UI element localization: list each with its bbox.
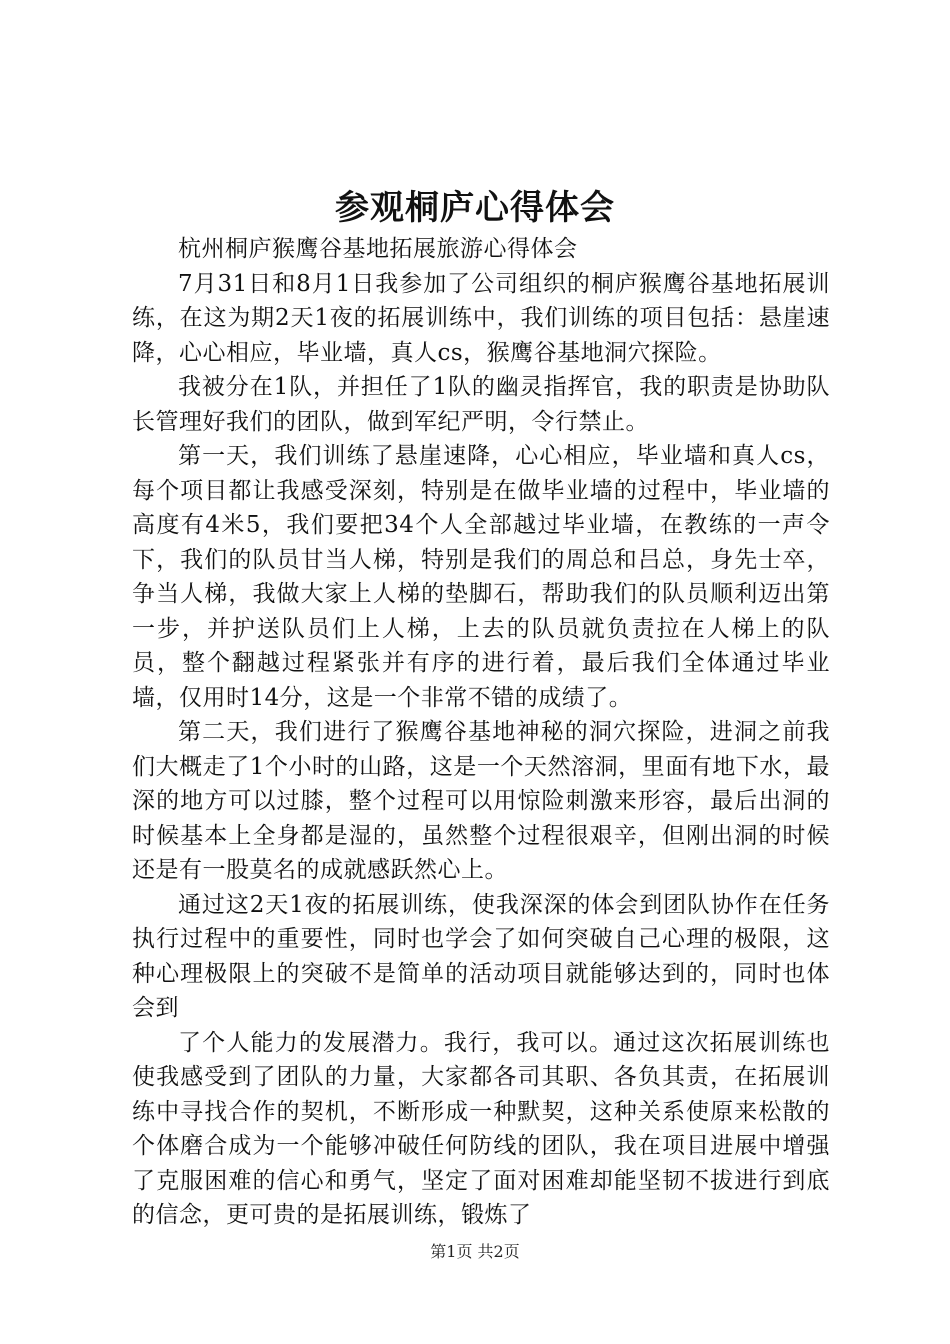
- paragraph-role: 我被分在1队，并担任了1队的幽灵指挥官，我的职责是协助队长管理好我们的团队，做到军纪严明，令行禁止。: [132, 374, 830, 435]
- paragraph-intro: 7月31日和8月1日我参加了公司组织的桐庐猴鹰谷基地拓展训练，在这为期2天1夜的拓展训练中，我们训练的项目包括：悬崖速降，心心相应，毕业墙，真人cs，猴鹰谷基地洞穴探险。: [132, 270, 830, 366]
- paragraph-day-one: 第一天，我们训练了悬崖速降，心心相应，毕业墙和真人cs，每个项目都让我感受深刻，特别是在做毕业墙的过程中，毕业墙的高度有4米5，我们要把34个人全部越过毕业墙，在教练的一声令下，我们的队员甘当人梯，特别是我们的周总和吕总，身先士卒，争当人梯，我做大家上人梯的垫脚石，帮助我们的队员顺利迈出第一步，并护送队员们上人梯，上去的队员就负责拉在人梯上的队员，整个翻越过程紧张并有序的进行着，最后我们全体通过毕业墙，仅用时14分，这是一个非常不错的成绩了。: [132, 443, 830, 711]
- paragraph-continuation: 了个人能力的发展潜力。我行，我可以。通过这次拓展训练也使我感受到了团队的力量，大家都各司其职、各负其责，在拓展训练中寻找合作的契机，不断形成一种默契，这种关系使原来松散的个体磨合成为一个能够冲破任何防线的团队，我在项目进展中增强了克服困难的信心和勇气，坚定了面对困难却能坚韧不拔进行到底的信念，更可贵的是拓展训练，锻炼了: [132, 1029, 830, 1228]
- document-title: 参观桐庐心得体会: [335, 188, 615, 228]
- paragraph-reflection: 通过这2天1夜的拓展训练，使我深深的体会到团队协作在任务执行过程中的重要性，同时也学会了如何突破自己心理的极限，这种心理极限上的突破不是简单的活动项目就能够达到的，同时也体会到: [132, 891, 830, 1021]
- document-body: [132, 232, 830, 1233]
- paragraph-subtitle: 杭州桐庐猴鹰谷基地拓展旅游心得体会: [178, 236, 578, 262]
- page-number-footer: 第1页 共2页: [430, 1242, 520, 1261]
- paragraph-day-two: 第二天，我们进行了猴鹰谷基地神秘的洞穴探险，进洞之前我们大概走了1个小时的山路，这是一个天然溶洞，里面有地下水，最深的地方可以过膝，整个过程可以用惊险刺激来形容，最后出洞的时候基本上全身都是湿的，虽然整个过程很艰辛，但刚出洞的时候还是有一股莫名的成就感跃然心上。: [132, 719, 830, 883]
